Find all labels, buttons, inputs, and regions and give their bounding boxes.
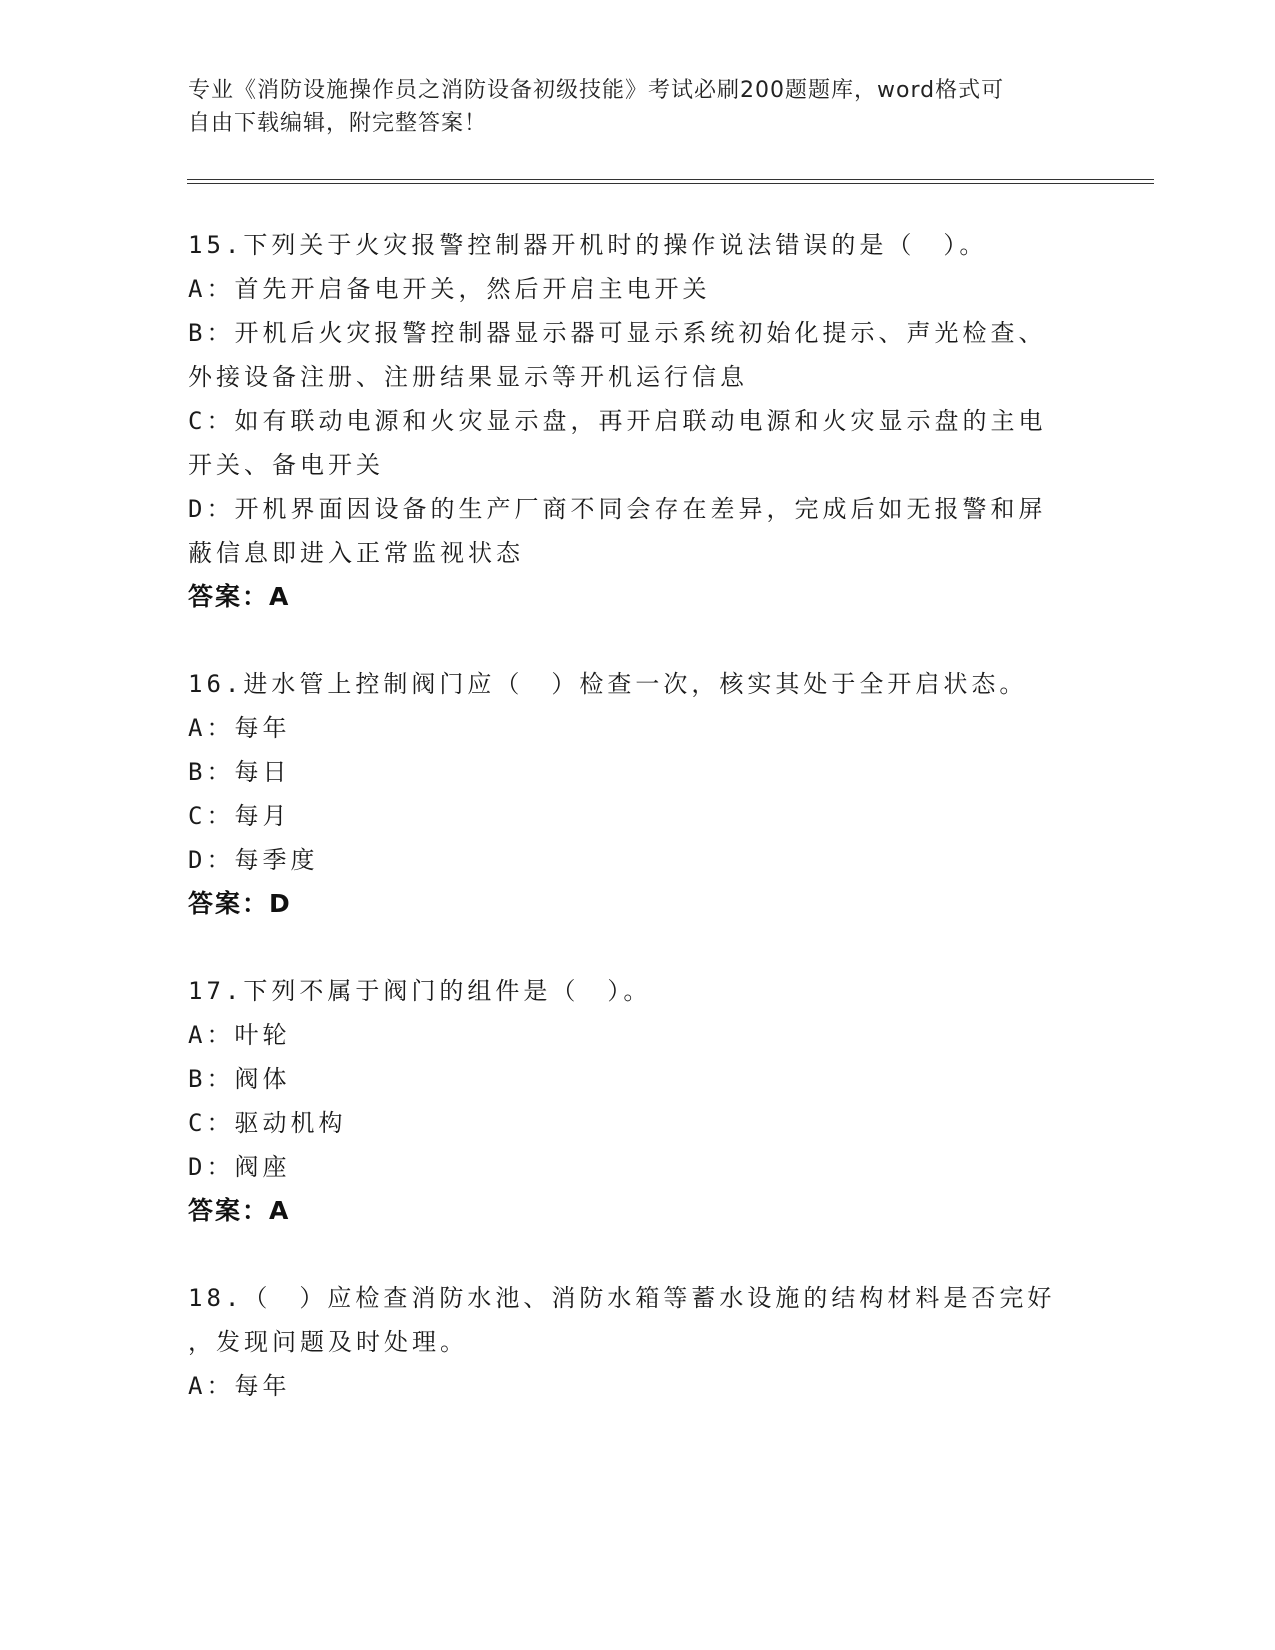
- question-stem: 18.（ ）应检查消防水池、消防水箱等蓄水设施的结构材料是否完好: [188, 1284, 1056, 1312]
- option-line: D：开机界面因设备的生产厂商不同会存在差异，完成后如无报警和屏: [188, 495, 1047, 523]
- option-line: B：开机后火灾报警控制器显示器可显示系统初始化提示、声光检查、: [188, 319, 1047, 347]
- header-divider-top: [187, 179, 1154, 180]
- answer-line: 答案：A: [188, 1196, 291, 1225]
- option-line: A：首先开启备电开关，然后开启主电开关: [188, 275, 711, 303]
- option-line: 开关、备电开关: [188, 451, 384, 479]
- document-header: [188, 74, 1068, 140]
- option-line: B：每日: [188, 758, 291, 786]
- option-line: 蔽信息即进入正常监视状态: [188, 539, 524, 567]
- answer-line: 答案：A: [188, 582, 291, 611]
- option-line: D：每季度: [188, 846, 319, 874]
- option-line: D：阀座: [188, 1153, 291, 1181]
- header-line-2: 自由下载编辑，附完整答案！: [188, 111, 488, 136]
- option-line: A：每年: [188, 1372, 291, 1400]
- option-line: B：阀体: [188, 1065, 291, 1093]
- question-stem-continued: ，发现问题及时处理。: [188, 1328, 468, 1356]
- option-line: C：如有联动电源和火灾显示盘，再开启联动电源和火灾显示盘的主电: [188, 407, 1047, 435]
- option-line: 外接设备注册、注册结果显示等开机运行信息: [188, 363, 748, 391]
- question-stem: 17.下列不属于阀门的组件是（ ）。: [188, 977, 652, 1005]
- question-stem: 15.下列关于火灾报警控制器开机时的操作说法错误的是（ ）。: [188, 231, 988, 259]
- option-line: A：每年: [188, 714, 291, 742]
- header-divider-bottom: [187, 183, 1154, 184]
- option-line: C：驱动机构: [188, 1109, 347, 1137]
- answer-line: 答案：D: [188, 889, 292, 918]
- header-line-1: 专业《消防设施操作员之消防设备初级技能》考试必刷200题题库，word格式可: [188, 78, 1005, 103]
- option-line: C：每月: [188, 802, 291, 830]
- question-stem: 16.进水管上控制阀门应（ ）检查一次，核实其处于全开启状态。: [188, 670, 1028, 698]
- option-line: A：叶轮: [188, 1021, 291, 1049]
